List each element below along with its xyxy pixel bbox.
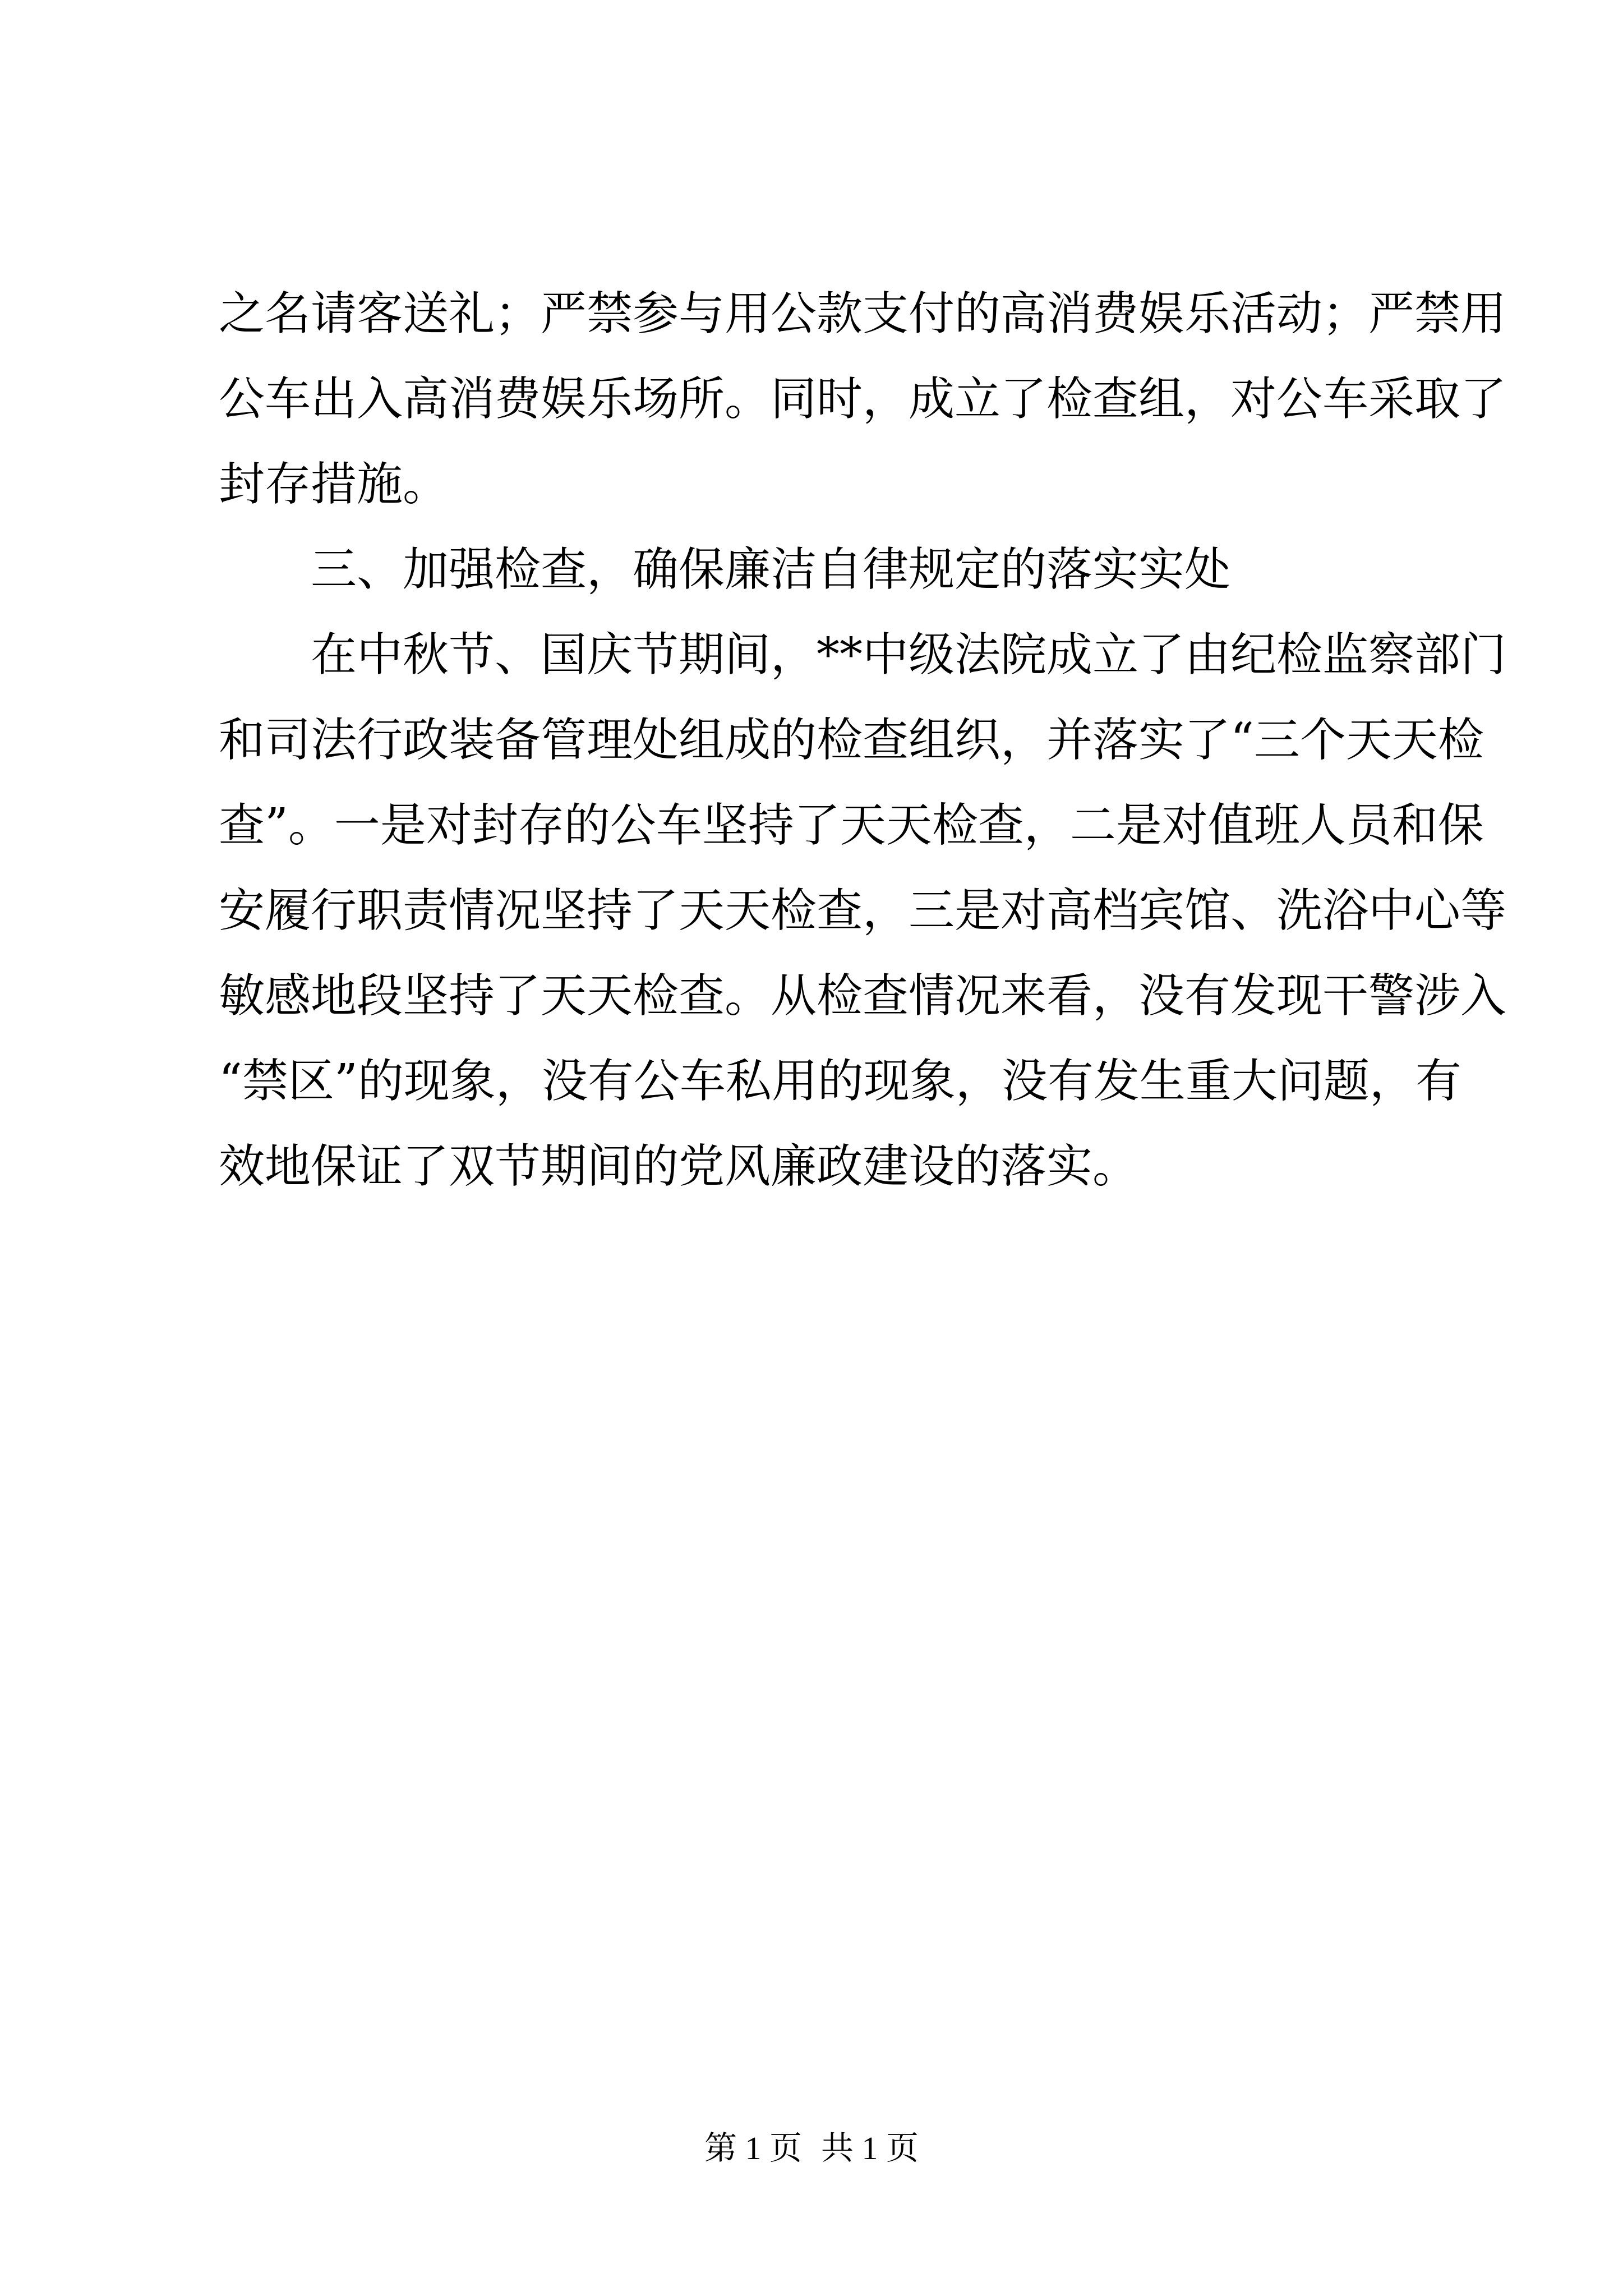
text-line: “禁区”的现象，没有公车私用的现象，没有发生重大问题，有 <box>219 1055 1461 1108</box>
text-line: 查”。一是对封存的公车坚持了天天检查，二是对值班人员和保 <box>219 799 1484 852</box>
document-body <box>219 272 1507 1209</box>
paragraph <box>219 272 1507 527</box>
text-line: 和司法行政装备管理处组成的检查组织，并落实了“三个天天检 <box>219 714 1484 767</box>
page-footer <box>0 2126 1623 2171</box>
page-number-current: 第 1 页 <box>704 2130 802 2166</box>
paragraph <box>219 613 1507 1209</box>
text-line: 在中秋节、国庆节期间，**中级法院成立了由纪检监察部门 <box>311 628 1507 682</box>
page-number-total: 共 1 页 <box>821 2130 919 2166</box>
text-line: 之名请客送礼；严禁参与用公款支付的高消费娱乐活动；严禁用 <box>219 287 1507 341</box>
text-line: 安履行职责情况坚持了天天检查，三是对高档宾馆、洗浴中心等 <box>219 884 1507 937</box>
text-line: 效地保证了双节期间的党风廉政建设的落实。 <box>219 1140 1139 1193</box>
section-heading <box>219 527 1413 613</box>
section-heading-text: 三、加强检查，确保廉洁自律规定的落实实处 <box>311 543 1231 596</box>
text-line: 敏感地段坚持了天天检查。从检查情况来看，没有发现干警涉入 <box>219 969 1507 1023</box>
text-line: 封存措施。 <box>219 458 449 511</box>
text-line: 公车出入高消费娱乐场所。同时，成立了检查组，对公车采取了 <box>219 372 1507 426</box>
